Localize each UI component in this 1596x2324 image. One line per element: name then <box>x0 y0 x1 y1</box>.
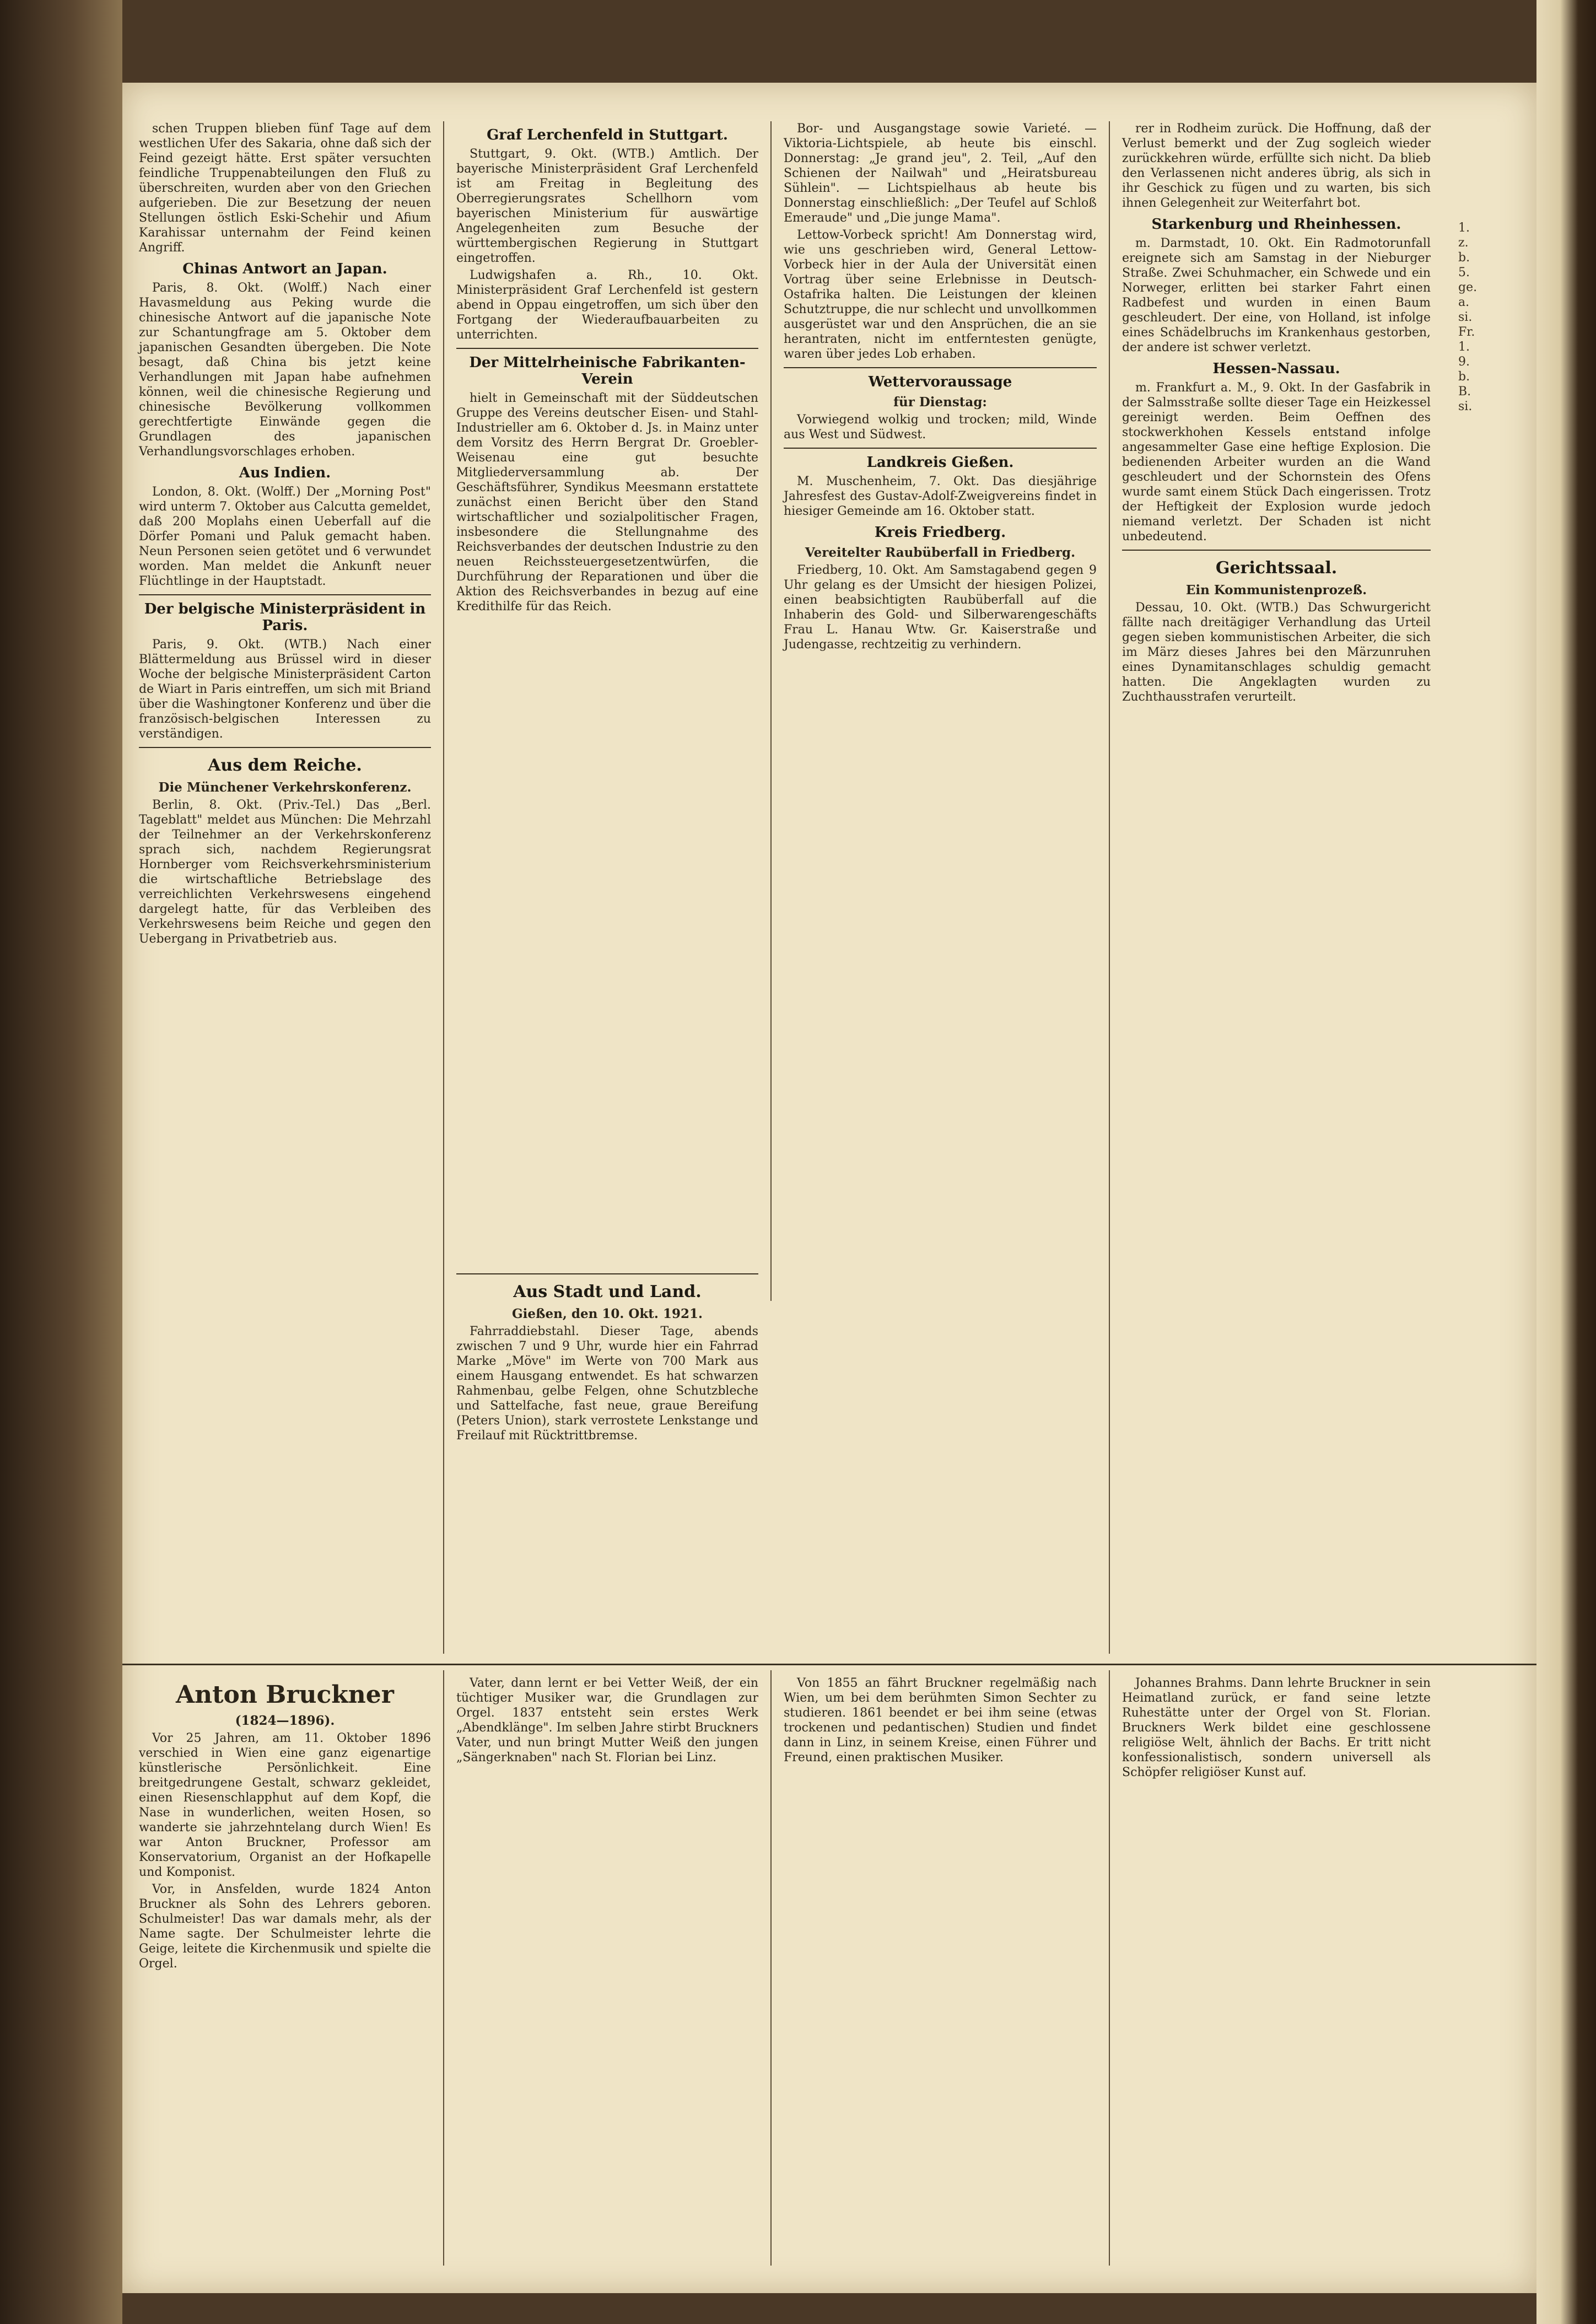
column-4 <box>1122 121 1431 1654</box>
divider <box>784 448 1097 449</box>
subheadline: Vereitelter Raubüberfall in Friedberg. <box>805 545 1076 560</box>
section-title: Gerichtssaal. <box>1215 558 1338 578</box>
article-text: Von 1855 an fährt Bruckner regelmäßig nach Wien, um bei dem berühmten Simon Sechter zu studieren. 1861 beendet er bei ihm seine (etwas trockenen und pedantischen) Studien und findet dann in Linz, in seinem Kreise, einen Führer und Freund, einen praktischen Musiker. <box>784 1676 1097 1764</box>
headline: Hessen-Nassau. <box>1212 361 1340 377</box>
column-rule <box>770 1670 772 2266</box>
article-text: Paris, 9. Okt. (WTB.) Nach einer Blättermeldung aus Brüssel wird in dieser Woche der belgische Ministerpräsident Carton de Wiart in Paris eintreffen, um sich mit Briand über die Washingtoner Konferenz und über die französisch-belgischen Interessen zu verständigen. <box>139 638 431 741</box>
article-text: m. Darmstadt, 10. Okt. Ein Radmotorunfall ereignete sich am Samstag in der Nieburger Straße. Zwei Schuhmacher, ein Schwede und ein Norweger, erlitten bei starker Fahrt einen Radbefest und wurden in einen Baum geschleudert. Der eine, von Holland, ist infolge eines Schädelbruchs im Krankenhaus gestorben, der andere ist schwer verletzt. <box>1122 236 1431 354</box>
headline: Landkreis Gießen. <box>866 454 1014 471</box>
book-spine <box>0 0 122 2324</box>
article-text: Bor- und Ausgangstage sowie Varieté. — Viktoria-Lichtspiele, ab heute bis einschl. Donnerstag: „Je grand jeu", 2. Teil, „Auf den Schienen der Nailwah" und „Heiratsbureau Sühlein". — Lichtspielhaus ab heute bis Donnerstag einschließlich: „Der Teufel auf Schloß Emeraude" und „Die junge Mama". <box>784 122 1097 225</box>
divider <box>456 348 758 349</box>
article-text: Johannes Brahms. Dann lehrte Bruckner in sein Heimatland zurück, er fand seine letzte Ruhestätte unter der Orgel von St. Florian. Bruckners Werk bildet eine geschlossene religiöse Welt, ähnlich der Bachs. Er tritt nicht konfessionalistisch, sondern universell als Schöpfer religiöser Kunst auf. <box>1122 1676 1431 1779</box>
headline: Der Mittelrheinische Fabrikanten-Verein <box>469 354 746 388</box>
article-text: schen Truppen blieben fünf Tage auf dem westlichen Ufer des Sakaria, ohne daß sich der Feind gezeigt hätte. Erst später versuchten feindliche Truppenabteilungen den Fluß zu überschreiten, wurden aber von den Griechen aufgerieben. Die zur Besetzung der neuen Stellungen östlich Eski-Schehir und Afium Karahissar unternahm der Feind keinen Angriff. <box>139 122 431 255</box>
dateline: Gießen, den 10. Okt. 1921. <box>512 1306 703 1321</box>
column-1 <box>139 121 431 1654</box>
article-text: rer in Rodheim zurück. Die Hoffnung, daß der Verlust bemerkt und der Zug sogleich wieder zurückkehren würde, erfüllte sich nicht. Da blieb den Verlassenen nicht anderes übrig, als sich in ihr Geschick zu fügen und zu warten, bis sich ihnen Gelegenheit zur Weiterfahrt bot. <box>1122 122 1431 210</box>
feuilleton-dates: (1824—1896). <box>235 1713 335 1728</box>
headline: Kreis Friedberg. <box>874 524 1006 541</box>
feuilleton-col-4 <box>1122 1676 1431 2266</box>
feuilleton-col-3 <box>784 1676 1097 2266</box>
headline: Wettervoraussage <box>868 374 1012 390</box>
article-text: Vorwiegend wolkig und trocken; mild, Winde aus West und Südwest. <box>784 413 1097 442</box>
article-text: Vater, dann lernt er bei Vetter Weiß, der ein tüchtiger Musiker war, die Grundlagen zur Orgel. 1837 entsteht sein erstes Werk „Abendklänge". Im selben Jahre stirbt Bruckners Vater, und nun bringt Mutter Weiß den jungen „Sängerknaben" nach St. Florian bei Linz. <box>456 1676 758 1764</box>
article-text: Stuttgart, 9. Okt. (WTB.) Amtlich. Der bayerische Ministerpräsident Graf Lerchenfeld ist am Freitag in Begleitung des Oberregierungsrates Schellhorn vom bayerischen Ministerium für auswärtige Angelegenheiten zum Besuche der württembergischen Regierung in Stuttgart eingetroffen. <box>456 147 758 265</box>
divider <box>456 1273 758 1274</box>
column-3 <box>784 121 1097 1654</box>
article-text: Berlin, 8. Okt. (Priv.-Tel.) Das „Berl. Tageblatt" meldet aus München: Die Mehrzahl der Teilnehmer an der Verkehrskonferenz sprach sich, nachdem Regierungsrat Hornberger vom Reichsverkehrsministerium die wirtschaftliche Betriebslage des verreichlichten Verkehrswesens eingehend dargelegt hatte, für das Verbleiben des Verkehrswesens beim Reiche und gegen den Uebergang in Privatbetrieb aus. <box>139 798 431 946</box>
headline: Graf Lerchenfeld in Stuttgart. <box>487 127 728 143</box>
feuilleton-col-1 <box>139 1676 431 2266</box>
feuilleton-col-2 <box>456 1676 758 2266</box>
divider <box>1122 550 1431 551</box>
adjacent-page <box>1536 0 1596 2324</box>
article-text: Vor, in Ansfelden, wurde 1824 Anton Bruckner als Sohn des Lehrers geboren. Schulmeister! Das war damals mehr, als der Name sagte. Der Schulmeister lehrte die Geige, leitete die Kirchenmusik und spielte die Orgel. <box>139 1882 431 1971</box>
divider <box>139 594 431 595</box>
headline: Der belgische Ministerpräsident in Paris. <box>144 601 426 634</box>
column-rule <box>443 121 444 1654</box>
article-text: Lettow-Vorbeck spricht! Am Donnerstag wird, wie uns geschrieben wird, General Lettow-Vorbeck hier in der Aula der Universität einen Vortrag über seine Erlebnisse in Deutsch-Ostafrika halten. Die Leistungen der kleinen Schutztruppe, die nur schlecht und unvollkommen ausgerüstet war und den Ansprüchen, die an sie herantraten, nicht im entferntesten genügte, waren über jedes Lob erhaben. <box>784 228 1097 361</box>
column-rule <box>1109 1670 1110 2266</box>
column-rule <box>443 1670 444 2266</box>
subheadline: Die Münchener Verkehrskonferenz. <box>158 780 412 795</box>
article-text: Dessau, 10. Okt. (WTB.) Das Schwurgericht fällte nach dreitägiger Verhandlung das Urteil gegen sieben kommunistischen Arbeiter, die sich im März dieses Jahres bei den Märzunruhen eines Dynamitanschlages schuldig gemacht hatten. Die Angeklagten wurden zu Zuchthausstrafen verurteilt. <box>1122 601 1431 704</box>
section-title: Aus Stadt und Land. <box>513 1282 702 1301</box>
divider <box>784 367 1097 368</box>
column-rule <box>770 121 772 1301</box>
headline: Aus Indien. <box>239 465 331 481</box>
section-title: Aus dem Reiche. <box>208 756 362 775</box>
headline: Starkenburg und Rheinhessen. <box>1151 216 1401 233</box>
article-text: Paris, 8. Okt. (Wolff.) Nach einer Havasmeldung aus Peking wurde die chinesische Antwort auf die japanische Note zur Schantungfrage am 5. Oktober dem japanischen Gesandten übergeben. Die Note besagt, daß China bis jetzt keine Verhandlungen mit Japan habe aufnehmen können, weil die chinesische Regierung und chinesische Bevölkerung vollkommen gerechtfertigte Einwände gegen die Grundlagen des japanischen Verhandlungsvorschlages erhoben. <box>139 281 431 459</box>
article-text: Friedberg, 10. Okt. Am Samstagabend gegen 9 Uhr gelang es der Umsicht der hiesigen Polizei, einen beabsichtigten Raubüberfall auf die Inhaberin des Gold- und Silberwarengeschäfts Frau L. Hanau Wtw. Gr. Kaiserstraße und Judengasse, rechtzeitig zu verhindern. <box>784 563 1097 652</box>
article-text: hielt in Gemeinschaft mit der Süddeutschen Gruppe des Vereins deutscher Eisen- und Stahl-Industrieller am 6. Oktober d. Js. in Mainz unter dem Vorsitz des Herrn Bergrat Dr. Groebler-Weisenau eine gut besuchte Mitgliederversammlung ab. Der Geschäftsführer, Syndikus Meesmann erstattete zunächst einen Bericht über den Stand wirtschaftlicher und sozialpolitischer Fragen, insbesondere die Stellungnahme des Reichsverbandes der deutschen Industrie zu den neuen Reichssteuergesetzentwürfen, die Durchführung der Reparationen und über die Aktion des Reichsverbandes in bezug auf eine Kredithilfe für das Reich. <box>456 391 758 614</box>
article-text: London, 8. Okt. (Wolff.) Der „Morning Post" wird unterm 7. Oktober aus Calcutta gemeldet, daß 200 Moplahs einen Ueberfall auf die Dörfer Pomani und Paluk gemacht haben. Neun Personen seien getötet und 6 verwundet worden. Man meldet die Ankunft neuer Flüchtlinge in der Hauptstadt. <box>139 485 431 588</box>
subheadline: Ein Kommunistenprozeß. <box>1185 583 1367 598</box>
local-news <box>456 1268 758 1654</box>
article-text: Vor 25 Jahren, am 11. Oktober 1896 verschied in Wien eine ganz eigenartige künstlerische Persönlichkeit. Eine breitgedrungene Gestalt, schwarz gekleidet, einen Riesenschlapphut auf dem Kopf, die Nase in wunderlichen, weiten Hosen, so wanderte sie jahrzehntelang durch Wien! Es war Anton Bruckner, Professor am Konservatorium, Organist an der Hofkapelle und Komponist. <box>139 1731 431 1879</box>
article-text: m. Frankfurt a. M., 9. Okt. In der Gasfabrik in der Salmsstraße sollte dieser Tage ein Heizkessel gereinigt werden. Beim Oeffnen des stockwerkhohen Kessels entstand infolge angesammelter Gase eine heftige Explosion. Die bedienenden Arbeiter wurden an die Wand geschleudert und der Schornstein des Ofens wurde samt einem Stück Dach eingerissen. Trotz der Heftigkeit der Explosion wurde jedoch niemand verletzt. Der Schaden ist nicht unbedeutend. <box>1122 381 1431 544</box>
column-rule <box>1109 121 1110 1654</box>
article-text: Ludwigshafen a. Rh., 10. Okt. Ministerpräsident Graf Lerchenfeld ist gestern abend in Oppau eingetroffen, um sich über den Fortgang der Wiederaufbauarbeiten zu unterrichten. <box>456 268 758 342</box>
newspaper-page <box>122 83 1536 2293</box>
adjacent-page-edge: 1. z. b. 5. ge. a. si. Fr. 1. 9. b. B. si. <box>1458 221 1478 413</box>
section-rule <box>122 1664 1536 1665</box>
article-text: M. Muschenheim, 7. Okt. Das diesjährige Jahresfest des Gustav-Adolf-Zweigvereins findet in hiesiger Gemeinde am 16. Oktober statt. <box>784 475 1097 518</box>
subheadline: für Dienstag: <box>893 395 987 410</box>
column-2 <box>456 121 758 1257</box>
divider <box>139 747 431 748</box>
headline: Chinas Antwort an Japan. <box>182 261 387 277</box>
feuilleton-title: Anton Bruckner <box>176 1681 394 1709</box>
article-text: Fahrraddiebstahl. Dieser Tage, abends zwischen 7 und 9 Uhr, wurde hier ein Fahrrad Marke „Möve" im Werte von 700 Mark aus einem Hausgang entwendet. Es hat schwarzen Rahmenbau, gelbe Felgen, ohne Schutzbleche und Sattelfache, fast neue, graue Bereifung (Peters Union), stark verrostete Lenkstange und Freilauf mit Rücktrittbremse. <box>456 1325 758 1443</box>
